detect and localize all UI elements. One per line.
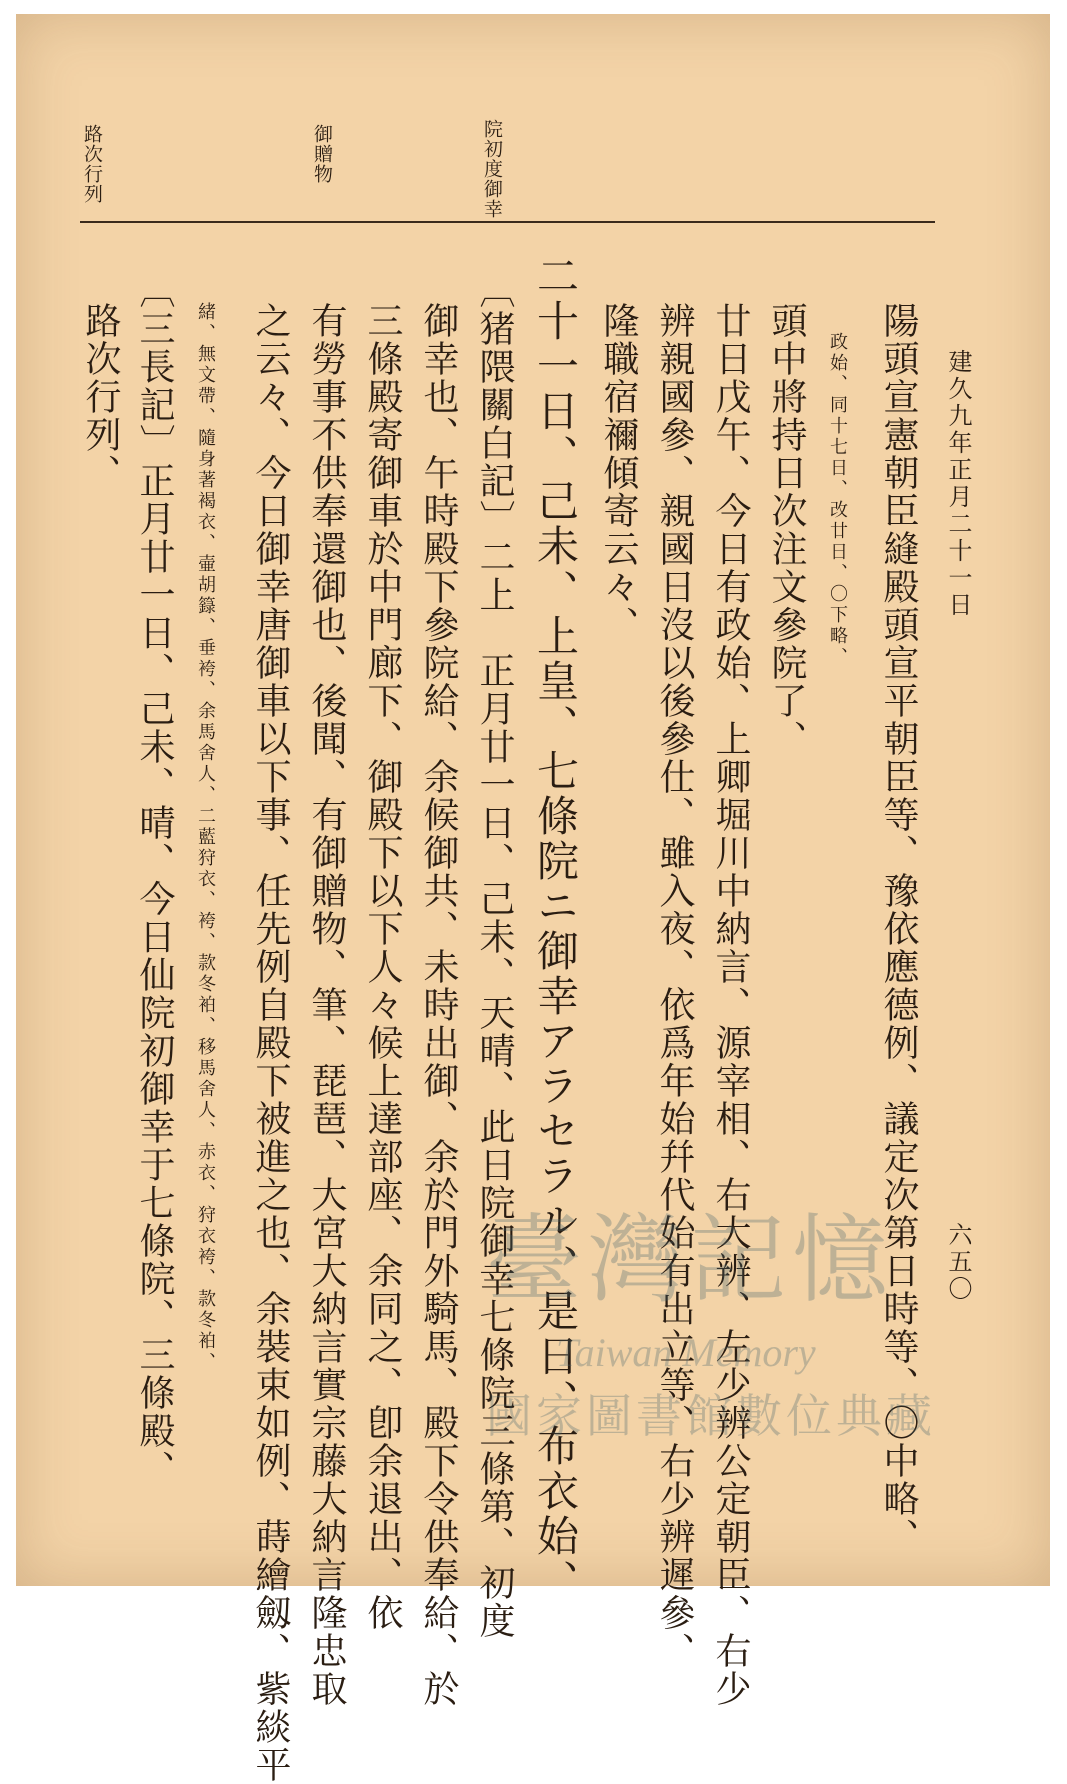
text-column: 政始、同十七日、改廿日、〇下略、 [827, 332, 848, 668]
text-column: 緒、無文帶、隨身著褐衣、壷胡籙、垂袴、余馬舍人、二藍狩衣、袴、款冬袙、移馬舍人、赤衣、狩衣袴、款冬袙、 [195, 302, 216, 1373]
text-column: 陽頭宣憲朝臣縫殿頭宣平朝臣等、豫依應德例、議定次第日時等、〇中略、 [878, 302, 919, 1556]
text-column: 路次行列、 [80, 302, 121, 492]
text-column: 隆職宿禰傾寄云々、 [598, 302, 639, 644]
page-number: 六五〇 [944, 1222, 972, 1303]
watermark-title: 臺灣記憶 [486, 1204, 894, 1316]
text-column: 頭中將持日次注文參院了、 [766, 302, 807, 758]
text-column: 〔三長記〕正月廿一日、己未、晴、今日仙院初御幸于七條院、三條殿、 [134, 272, 175, 1488]
text-column: 辨親國參、親國日沒以後參仕、雖入夜、依爲年始幷代始有出立等、右少辨遲參、 [654, 302, 695, 1670]
entry-heading: 二十一日、己未、上皇、七條院ニ御幸アラセラル、是日、布衣始、 [531, 254, 580, 1604]
text-column: 三條殿寄御車於中門廊下、御殿下以下人々候上達部座、余同之、卽余退出、依 [362, 302, 403, 1632]
text-column: 之云々、今日御幸唐御車以下事、任先例自殿下被進之也、余裝束如例、蒔繪劔、紫緂平 [250, 302, 291, 1784]
watermark-subtitle: 國家圖書館數位典藏 [486, 1389, 936, 1443]
running-title: 建久九年正月二十一日 [944, 349, 972, 619]
text-column: 廿日戊午、今日有政始、上卿堀川中納言、源宰相、右大辨、左少辨公定朝臣、右少 [710, 302, 751, 1708]
watermark-subtitle-en: Taiwan Memory [556, 1330, 816, 1375]
margin-note: 院初度御幸 [481, 119, 503, 219]
text-column: 御幸也、午時殿下參院給、余候御共、未時出御、余於門外騎馬、殿下令供奉給、於 [418, 302, 459, 1708]
margin-note: 路次行列 [81, 124, 103, 204]
book-page [16, 14, 1050, 1784]
margin-note: 御贈物 [311, 124, 333, 184]
header-rule [80, 221, 935, 223]
text-column: 〔猪隈關白記〕二上 正月廿一日、己未、天晴、此日院御幸七條院三條第、初度 [474, 272, 515, 1640]
text-column: 有勞事不供奉還御也、後聞、有御贈物、筆、琵琶、大宮大納言實宗藤大納言隆忠取 [306, 302, 347, 1708]
